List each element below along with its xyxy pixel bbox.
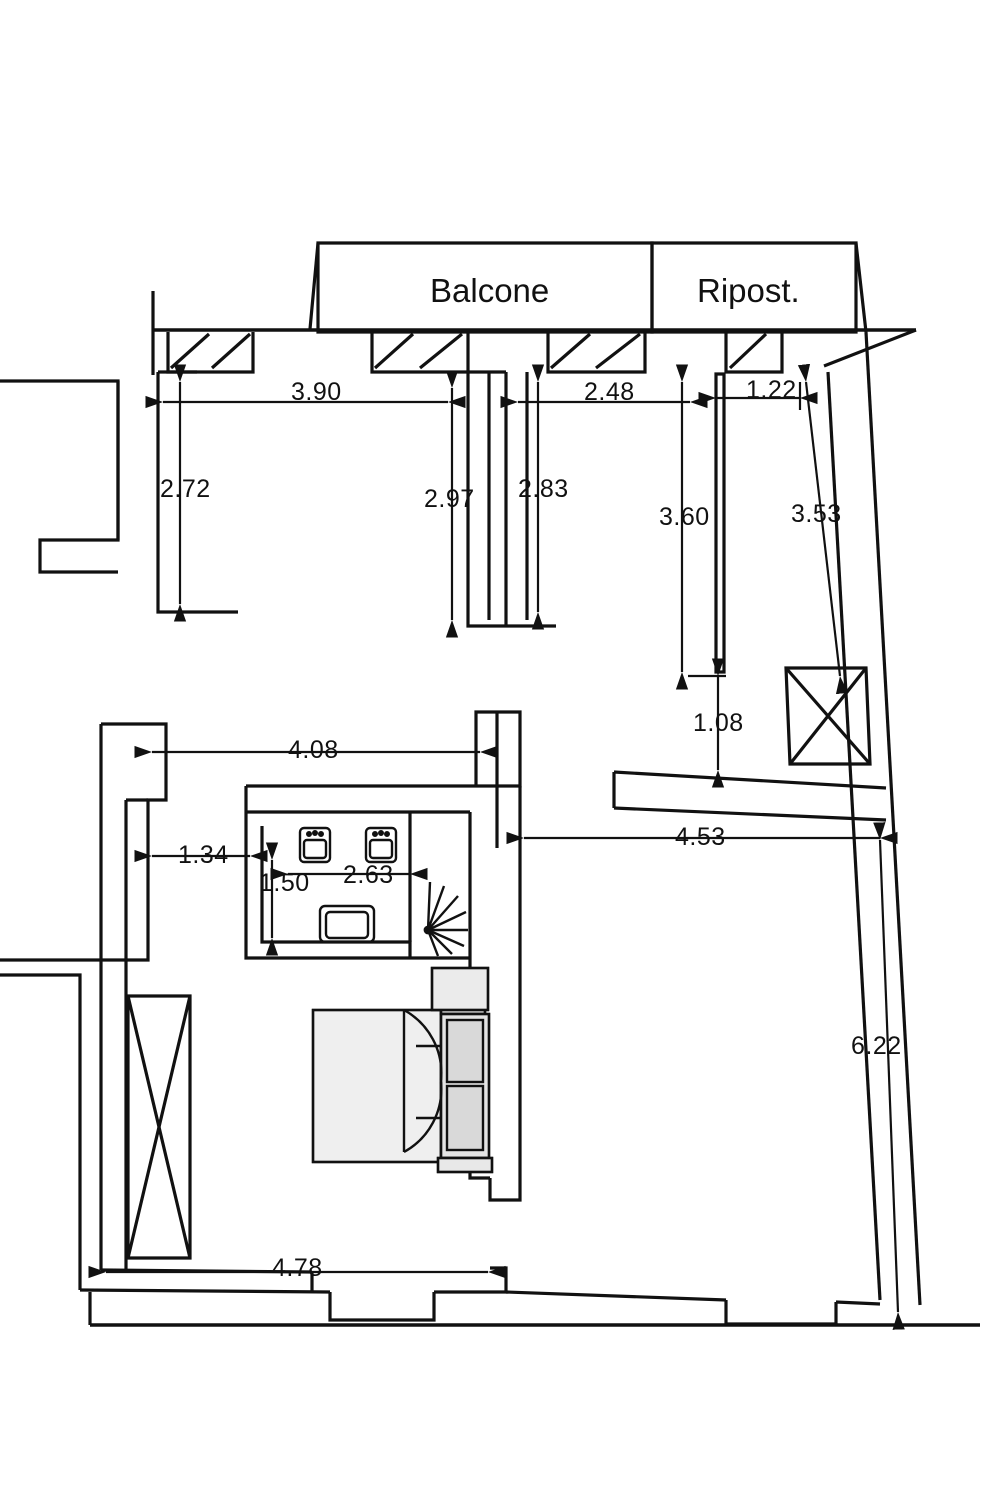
- left-far-exterior: [0, 975, 80, 1290]
- bottom-block-1: [330, 1292, 434, 1320]
- corridor-right-wall-outer: [614, 772, 886, 788]
- dimension-label-3-90: 3.90: [291, 378, 342, 406]
- right-slant-top: [824, 330, 916, 366]
- dimension-label-4-53: 4.53: [675, 823, 726, 851]
- dimension-label-1-22: 1.22: [746, 376, 797, 404]
- dimension-label-1-08: 1.08: [693, 709, 744, 737]
- top-hatch-3b: [596, 334, 640, 368]
- dimension-label-6-22: 6.22: [851, 1032, 902, 1060]
- top-wall-block-1: [168, 332, 253, 372]
- dimension-label-3-53: 3.53: [791, 500, 842, 528]
- dimension-label-1-34: 1.34: [178, 841, 229, 869]
- dimension-label-2-97: 2.97: [424, 485, 475, 513]
- sink-right-icon: [366, 828, 396, 862]
- duct-shaft: [716, 374, 724, 672]
- bathtub-icon: [320, 906, 374, 942]
- central-wall-lower: [490, 786, 520, 1200]
- dimension-label-2-63: 2.63: [343, 861, 394, 889]
- room-label-ripostiglio: Ripost.: [697, 272, 800, 309]
- top-hatch-1b: [212, 334, 250, 368]
- room-label-balcone: Balcone: [430, 272, 550, 309]
- bottom-wall-left-outer: [80, 1290, 330, 1292]
- top-hatch-1a: [171, 334, 209, 368]
- window-right-cross-b: [790, 668, 866, 764]
- dimension-label-2-48: 2.48: [584, 378, 635, 406]
- dimension-label-2-72: 2.72: [160, 475, 211, 503]
- left-exterior-upper: [0, 381, 118, 572]
- bottom-wall-right: [506, 1292, 726, 1300]
- bath-inner-bottom: [300, 942, 410, 958]
- sink-left-icon: [300, 828, 330, 862]
- top-hatch-3a: [551, 334, 590, 368]
- dimension-label-4-78: 4.78: [272, 1254, 323, 1282]
- fixtures-group: [300, 828, 492, 1172]
- bottom-block-2: [726, 1300, 836, 1324]
- top-hatch-2a: [375, 334, 413, 368]
- dimension-label-2-83: 2.83: [518, 475, 569, 503]
- top-hatch-2b: [420, 334, 462, 368]
- top-hatch-4a: [730, 334, 766, 368]
- corridor-right-wall-inner: [614, 808, 886, 820]
- dimension-label-3-60: 3.60: [659, 503, 710, 531]
- lower-left-upper-wall: [0, 724, 166, 960]
- dimension-label-4-08: 4.08: [288, 736, 339, 764]
- dimension-label-1-50: 1.50: [259, 869, 310, 897]
- shower-icon: [425, 882, 468, 956]
- dimline-3-53: [806, 382, 840, 676]
- dimline-6-22: [880, 840, 898, 1312]
- bottom-wall-right-end: [836, 1302, 880, 1304]
